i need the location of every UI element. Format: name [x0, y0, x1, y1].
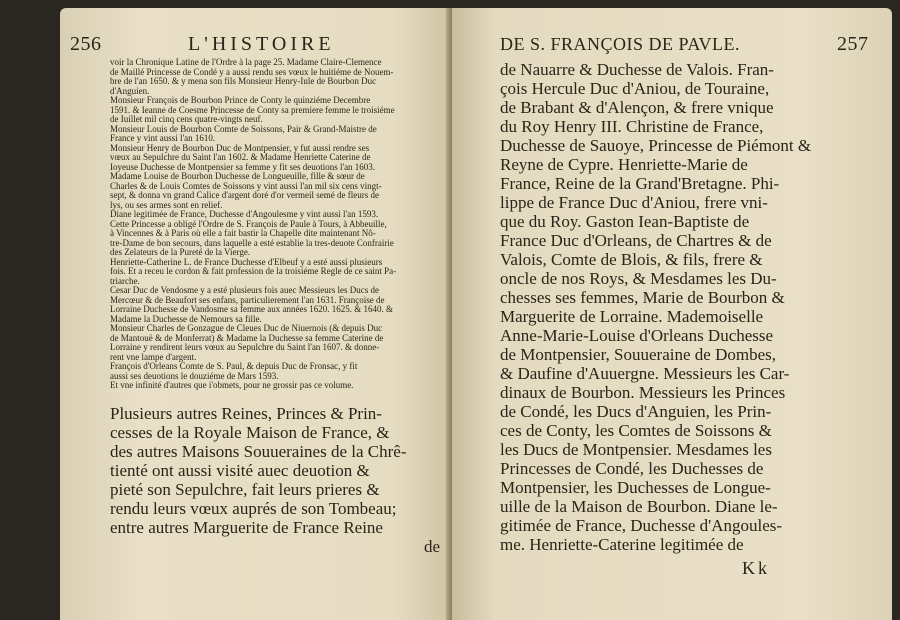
text-line: Montpensier, les Duchesses de Longue-	[500, 478, 771, 497]
text-line: Madame Louise de Bourbon Duchesse de Longueuille, fille & sœur de	[110, 171, 365, 181]
text-line: France, Reine de la Grand'Bretagne. Phi-	[500, 174, 780, 193]
text-line: de Brabant & d'Alençon, & frere vnique	[500, 98, 774, 117]
text-line: tre-Dame de bon secours, dans laquelle a esté establie la tres-deuote Confrairie	[110, 237, 394, 248]
text-line: les Ducs de Montpensier. Mesdames les	[500, 440, 772, 459]
text-line: uille de la Maison de Bourbon. Diane le-	[500, 497, 778, 516]
text-line: des autres Maisons Souueraines de la Chrê-	[110, 442, 407, 461]
text-line: du Roy Henry III. Christine de France,	[500, 117, 764, 136]
text-line: voir la Chronique Latine de l'Ordre à la page 25. Madame Claire-Clemence	[110, 57, 382, 67]
text-line: de Iuillet mil cinq cens quatre-vingts neuf.	[110, 114, 263, 124]
text-line: 1591. & Ieanne de Coesme Princesse de Conty sa premiere femme le troisiéme	[110, 104, 395, 115]
text-line: vœux au Sepulchre du Saint l'an 1602. & Madame Henriette Caterine de	[110, 152, 371, 162]
text-line: rent vne lampe d'argent.	[110, 351, 197, 362]
text-line: de Condé, les Ducs d'Anguien, les Prin-	[500, 402, 772, 421]
text-line: Henriette-Catherine L. de France Duchesse d'Elbeuf y a esté aussi plusieurs	[110, 256, 383, 267]
text-line: Monsieur Henry de Bourbon Duc de Montpensier, y fut aussi rendre ses	[110, 142, 370, 153]
text-line: Lorraine y rendirent leurs vœux au Sepulchre du Saint l'an 1607. & donne-	[110, 342, 380, 352]
text-line: sept, & donna vn grand Calice d'argent doré d'or vermeil semé de fleurs de	[110, 190, 379, 200]
left-body-text	[110, 404, 440, 556]
text-line: Charles & de Louis Comtes de Soissons y vint aussi l'an mil six cens vingt-	[110, 180, 382, 191]
text-line: Princesses de Condé, les Duchesses de	[500, 459, 764, 478]
text-line: France y vint aussi l'an 1610.	[110, 133, 216, 143]
text-line: tienté ont aussi visité auec deuotion &	[110, 461, 370, 480]
text-line: Monsieur Louis de Bourbon Comte de Soissons, Pair & Grand-Maistre de	[110, 123, 377, 134]
text-line: aussi ses deuotions le douziéme de Mars 1593.	[110, 370, 279, 381]
text-line: gitimée de France, Duchesse d'Angoules-	[500, 516, 783, 535]
text-line: de Nauarre & Duchesse de Valois. Fran-	[500, 60, 774, 79]
running-head-right: DE S. FRANÇOIS DE PAVLE.	[500, 34, 741, 54]
marginal-notes	[110, 58, 440, 391]
text-line: Monsieur François de Bourbon Prince de Conty le quinziéme Decembre	[110, 95, 371, 105]
running-head-left: L'HISTOIRE	[188, 33, 335, 55]
right-page	[452, 8, 892, 620]
text-line: de	[423, 537, 440, 556]
text-line: de Maillé Princesse de Condé y a aussi rendu ses vœux le huitiéme de Nouem-	[110, 66, 394, 77]
signature-mark: Kk	[742, 558, 770, 578]
text-line: fois. Et a receu le cordon & fait profession de la troisiéme Regle de ce saint Pa-	[110, 266, 397, 276]
text-line: dinaux de Bourbon. Messieurs les Princes	[500, 383, 786, 402]
text-line: rendu leurs vœux auprés de son Tombeau;	[110, 499, 397, 518]
text-line: Plusieurs autres Reines, Princes & Prin-	[110, 404, 382, 423]
text-line: Cesar Duc de Vendosme y a esté plusieurs fois auec Messieurs les Ducs de	[110, 285, 380, 295]
text-line: Mercœur & de Beaufort ses enfans, particulierement l'an 1631. Françoise de	[110, 294, 385, 305]
text-line: Reyne de Cypre. Henriette-Marie de	[500, 155, 748, 174]
text-line: Valois, Comte de Blois, & fils, frere &	[500, 250, 763, 269]
text-line: & Daufine d'Auuergne. Messieurs les Car-	[500, 364, 790, 383]
text-line: Duchesse de Sauoye, Princesse de Piémont &	[500, 136, 812, 155]
text-line: Diane legitimée de France, Duchesse d'Angoulesme y vint aussi l'an 1593.	[110, 209, 379, 219]
text-line: Lorraine Duchesse de Vandosme sa femme aux années 1620. 1625. & 1640. &	[110, 304, 394, 314]
left-page	[60, 8, 452, 620]
text-line: des Zelateurs de la Pureté de la Vierge.	[110, 247, 251, 257]
text-line: bre de l'an 1650. & y mena son fils Monsieur Henry-Iule de Bourbon Duc	[110, 76, 377, 86]
text-line: Monsieur Charles de Gonzague de Cleues Duc de Niuernois (& depuis Duc	[110, 323, 383, 333]
text-line: à Vincennes & à Paris où elle a fait bastir la Chapelle dite maintenant Nô-	[110, 228, 376, 238]
text-line: pieté son Sepulchre, fait leurs prieres &	[110, 480, 380, 499]
text-line: que du Roy. Gaston Iean-Baptiste de	[500, 212, 750, 231]
text-line: Cette Princesse a obligé l'Ordre de S. François de Paule à Tours, à Abbeuille,	[110, 218, 387, 229]
text-line: de Montpensier, Souueraine de Dombes,	[500, 345, 776, 364]
text-line: Ioyeuse Duchesse de Montpensier sa femme y fit ses deuotions l'an 1603.	[110, 161, 376, 172]
text-line: chesses ses femmes, Marie de Bourbon &	[500, 288, 785, 307]
text-line: entre autres Marguerite de France Reine	[110, 518, 383, 537]
page-number-left: 256	[70, 33, 102, 55]
right-body-text	[500, 60, 811, 554]
text-line: Marguerite de Lorraine. Mademoiselle	[500, 307, 764, 326]
text-line: ces de Conty, les Comtes de Soissons &	[500, 421, 772, 440]
text-line: oncle de nos Roys, & Mesdames les Du-	[500, 269, 777, 288]
page-number-right: 257	[837, 33, 869, 55]
text-line: François d'Orleans Comte de S. Paul, & depuis Duc de Fronsac, y fit	[110, 361, 358, 371]
text-line: Anne-Marie-Louise d'Orleans Duchesse	[500, 326, 774, 345]
text-line: me. Henriette-Caterine legitimée de	[500, 535, 744, 554]
text-line: triarche.	[110, 275, 140, 286]
text-line: lys, ou ses armes sont en relief.	[110, 199, 223, 210]
text-line: lippe de France Duc d'Aniou, frere vni-	[500, 193, 768, 212]
text-line: çois Hercule Duc d'Aniou, de Touraine,	[500, 79, 770, 98]
text-line: France Duc d'Orleans, de Chartres & de	[500, 231, 772, 250]
text-line: de Mantouë & de Monferrat) & Madame la Duchesse sa femme Caterine de	[110, 332, 384, 343]
text-line: d'Anguien.	[110, 85, 150, 96]
text-line: Et vne infinité d'autres que i'obmets, pour ne grossir pas ce volume.	[110, 380, 354, 390]
text-line: Madame la Duchesse de Nemours sa fille.	[110, 313, 262, 324]
text-line: cesses de la Royale Maison de France, &	[110, 423, 390, 442]
